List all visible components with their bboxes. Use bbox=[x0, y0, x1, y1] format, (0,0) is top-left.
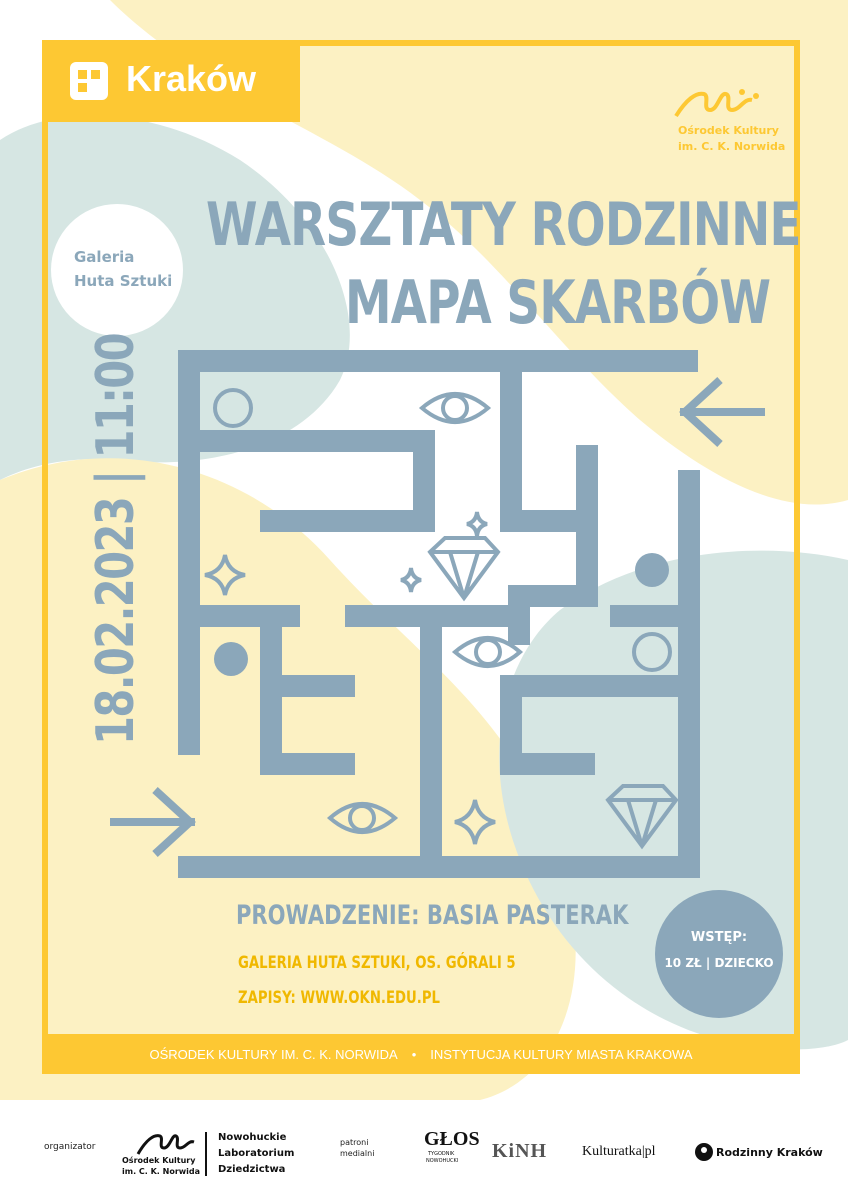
filled-dot-icon bbox=[214, 642, 248, 676]
eye-icon bbox=[422, 394, 488, 422]
host-text: PROWADZENIE: BASIA PASTERAK bbox=[236, 900, 629, 931]
address-text: GALERIA HUTA SZTUKI, OS. GÓRALI 5 bbox=[238, 953, 516, 973]
kulturatka-logo: Kulturatka|pl bbox=[582, 1144, 656, 1159]
sparkle-icon bbox=[455, 800, 495, 844]
eye-icon bbox=[330, 804, 395, 832]
glos-logo: GŁOS bbox=[424, 1128, 480, 1150]
title-line2: MAPA SKARBÓW bbox=[345, 268, 771, 338]
rodzinny-krakow-logo: Rodzinny Kraków bbox=[716, 1146, 823, 1159]
okn-logo-mark bbox=[672, 82, 764, 122]
nlz-line1: Nowohuckie bbox=[218, 1132, 287, 1143]
glos-sub2: NOWOHUCKI bbox=[426, 1158, 459, 1164]
signup-text[interactable]: ZAPISY: WWW.OKN.EDU.PL bbox=[238, 988, 441, 1008]
price-badge bbox=[655, 890, 783, 1018]
nlz-line2: Laboratorium bbox=[218, 1148, 295, 1159]
price-line2: 10 ZŁ | DZIECKO bbox=[664, 956, 774, 970]
nlz-line3: Dziedzictwa bbox=[218, 1164, 286, 1175]
treasure-maze bbox=[100, 350, 780, 890]
okn-sponsor-line1: Ośrodek Kultury bbox=[122, 1156, 196, 1165]
okn-logo-line1: Ośrodek Kultury bbox=[678, 124, 779, 137]
filled-dot-icon bbox=[635, 553, 669, 587]
rodzinny-krakow-icon bbox=[694, 1142, 714, 1162]
footer-band-sep: • bbox=[411, 1046, 417, 1062]
kinh-logo: KiNH bbox=[492, 1140, 548, 1162]
footer-band-left: OŚRODEK KULTURY IM. C. K. NORWIDA bbox=[149, 1046, 398, 1062]
diamond-icon bbox=[608, 786, 676, 846]
title-line1: WARSZTATY RODZINNE bbox=[206, 190, 801, 260]
exit-arrow-icon bbox=[110, 790, 195, 854]
okn-sponsor-logo-icon bbox=[136, 1128, 196, 1158]
media-label-1: patroni bbox=[340, 1138, 369, 1147]
sparkle-icon bbox=[467, 512, 487, 536]
diamond-icon bbox=[430, 538, 498, 598]
event-date: 18.02.2023 | 11:00 bbox=[86, 334, 146, 745]
price-line1: WSTĘP: bbox=[690, 930, 748, 945]
circle-token-icon bbox=[634, 634, 670, 670]
footer-band bbox=[42, 1034, 800, 1074]
sponsors-strip bbox=[0, 1104, 848, 1200]
krakow-logo-icon bbox=[70, 62, 108, 100]
krakow-logo-text: Kraków bbox=[126, 58, 257, 99]
venue-badge-line2: Huta Sztuki bbox=[74, 272, 173, 290]
entry-arrow-icon bbox=[680, 380, 765, 444]
krakow-logo bbox=[42, 40, 300, 122]
organizer-label: organizator bbox=[44, 1142, 96, 1152]
footer-band-right: INSTYTUCJA KULTURY MIASTA KRAKOWA bbox=[430, 1046, 693, 1062]
okn-sponsor-line2: im. C. K. Norwida bbox=[122, 1167, 201, 1176]
okn-logo-line2: im. C. K. Norwida bbox=[678, 140, 786, 153]
media-label-2: medialni bbox=[340, 1149, 375, 1158]
circle-token-icon bbox=[215, 390, 251, 426]
glos-sub1: TYGODNIK bbox=[428, 1151, 455, 1157]
sparkle-icon bbox=[205, 555, 245, 595]
venue-badge-line1: Galeria bbox=[74, 248, 135, 266]
sponsor-divider bbox=[205, 1132, 207, 1176]
sparkle-icon bbox=[401, 568, 421, 592]
